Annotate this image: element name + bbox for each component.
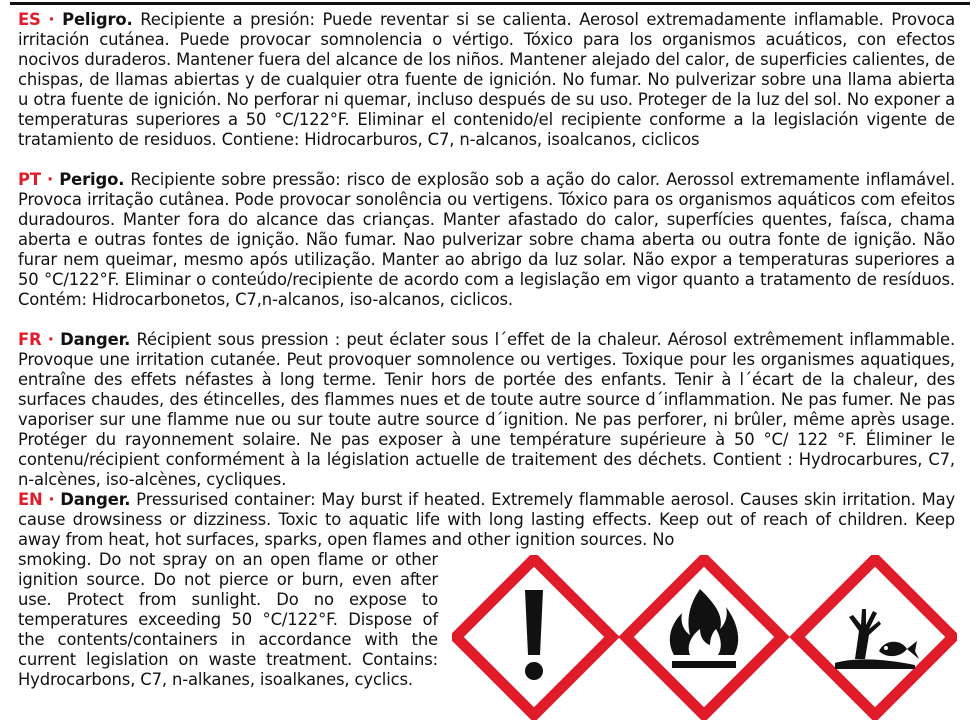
separator-dot: · xyxy=(47,330,54,349)
hazard-text: Recipiente sobre pressão: risco de explosão sob a ação do calor. Aerossol extremamente inflamável. Provoca irritação cutânea. Pode provocar sonolência ou vertigens. Tóxico para os organismos aquáticos com efeitos duradouros. Manter fora do alcance das crianças. Manter afastado do calor, superfícies quentes, faísca, chama aberta e outras fontes de ignição. Não fumar. Nao pulverizar sobre chama aberta ou outra fonte de ignição. Não furar nem queimar, mesmo após utilização. Manter ao abrigo da luz solar. Não expor a temperaturas superiores a 50 °C/122°F. Eliminar o conteúdo/recipiente de acordo com a legislação em vigor quanto a tratamento de resíduos. Contém: Hidrocarbonetos, C7,n-alcanos, iso-alcanos, ciclicos. xyxy=(18,170,956,309)
signal-word: Danger. xyxy=(60,490,131,509)
language-code: PT xyxy=(18,170,41,189)
signal-word: Perigo. xyxy=(59,170,125,189)
hazard-text: Pressurised container: May burst if heated. Extremely flammable aerosol. Causes skin irritation. May cause drowsiness or dizziness. Toxic to aquatic life with long lasting effects. Keep out of reach of children. Keep away from heat, hot surfaces, sparks, open flames and other ignition sources. No xyxy=(18,490,956,549)
ghs-pictograms xyxy=(452,555,957,720)
language-code: FR xyxy=(18,330,42,349)
top-rule xyxy=(10,2,970,5)
separator-dot: · xyxy=(48,490,55,509)
signal-word: Peligro. xyxy=(62,10,133,29)
en-head-paragraph xyxy=(18,490,955,550)
environment-dead-tree-fish-icon xyxy=(797,559,953,715)
language-code: EN xyxy=(18,490,43,509)
separator-dot: · xyxy=(47,170,54,189)
signal-word: Danger. xyxy=(60,330,131,349)
language-code: ES xyxy=(18,10,41,29)
separator-dot: · xyxy=(48,10,55,29)
section-es xyxy=(18,10,955,150)
section-pt xyxy=(18,170,955,310)
hazard-text: Recipiente a presión: Puede reventar si se calienta. Aerosol extremadamente inflamable. Provoca irritación cutánea. Puede provocar somnolencia o vértigo. Tóxico para los organismos acuáticos, con efectos nocivos duraderos. Mantener fuera del alcance de los niños. Mantener alejado del calor, de superficies calientes, de chispas, de llamas abiertas y de cualquier otra fuente de ignición. No fumar. No pulverizar sobre una llama abierta u otra fuente de ignición. No perforar ni quemar, incluso después de su uso. Proteger de la luz del sol. No exponer a temperaturas superiores a 50 °C/122°F. Eliminar el contenido/el recipiente conforme a la legislación vigente de tratamiento de residuos. Contiene: Hidrocarburos, C7, n-alcanos, isoalcanos, ciclicos xyxy=(18,10,956,149)
exclamation-mark-icon xyxy=(456,559,612,715)
hazard-text: Récipient sous pression : peut éclater sous l´effet de la chaleur. Aérosol extrêmement inflammable. Provoque une irritation cutanée. Peut provoquer somnolence ou vertiges. Toxique pour les organismes aquatiques, entraîne des effets néfastes à long terme. Tenir hors de portée des enfants. Tenir à l´écart de la chaleur, des surfaces chaudes, des étincelles, des flammes nues et de toute autre source d´inflammation. Ne pas fumer. Ne pas vaporiser sur une flamme nue ou sur toute autre source d´ignition. Ne pas perforer, ni brûler, même après usage. Protéger du rayonnement solaire. Ne pas exposer à une température supérieure à 50 °C/ 122 °F. Éliminer le contenu/récipient conformément à la législation actuelle de traitement des déchets. Contient : Hydrocarbures, C7, n-alcènes, iso-alcènes, cycliques. xyxy=(18,330,956,489)
section-fr xyxy=(18,330,955,490)
flame-icon xyxy=(626,559,782,715)
hazard-text-continued: smoking. Do not spray on an open flame or other ignition source. Do not pierce or burn, even after use. Protect from sunlight. Do no expose to temperatures exceeding 50 °C/122°F. Dispose of the contents/containers in accordance with the current legislation on waste treatment. Contains: Hydrocarbons, C7, n-alkanes, isoalkanes, cyclics. xyxy=(18,550,438,689)
